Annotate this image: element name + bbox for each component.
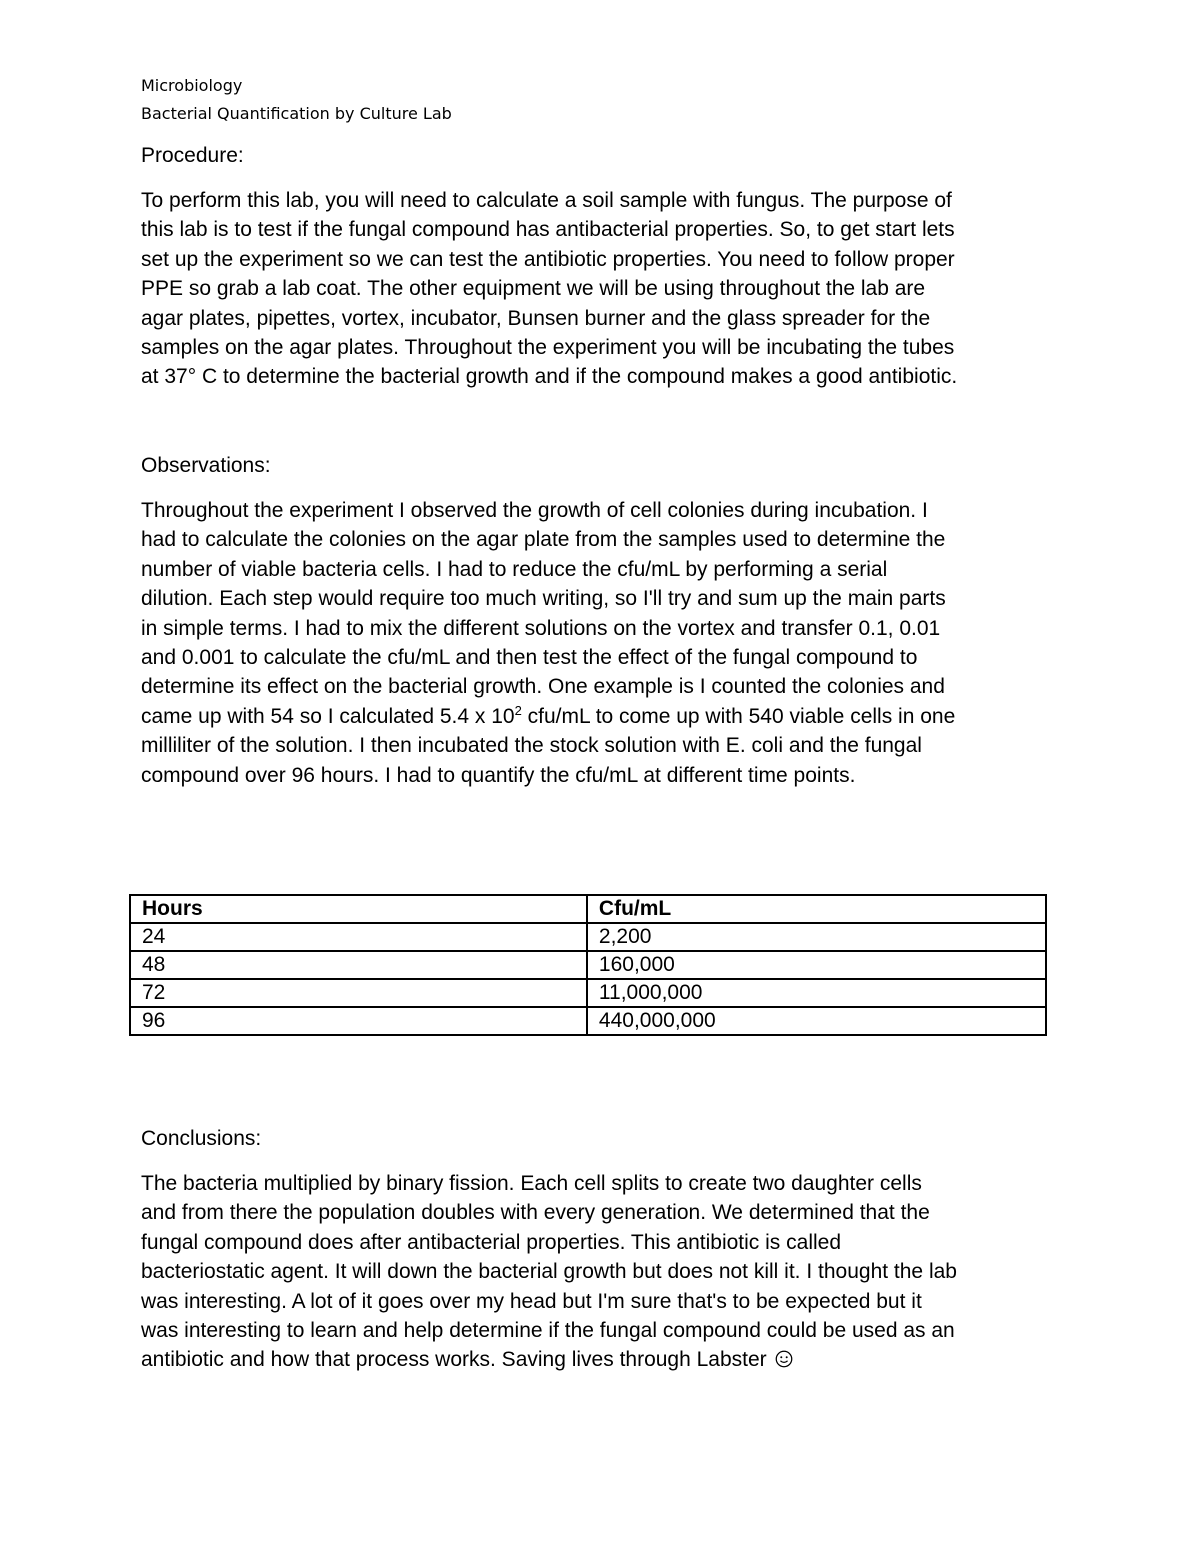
cell-hours: 48 [130, 951, 587, 979]
line-text-after-exponent: cfu/mL to come up with 540 viable cells in one [521, 704, 956, 728]
paragraph-line: To perform this lab, you will need to calculate a soil sample with fungus. The purpose of [141, 189, 952, 212]
cell-cfu: 440,000,000 [587, 1007, 1046, 1035]
conclusions-heading: Conclusions: [141, 1127, 262, 1150]
cell-hours: 72 [130, 979, 587, 1007]
paragraph-line: was interesting. A lot of it goes over my head but I'm sure that's to be expected but it [141, 1289, 922, 1313]
table-row [130, 923, 1046, 951]
paragraph-line: number of viable bacteria cells. I had to reduce the cfu/mL by performing a serial [141, 557, 888, 581]
paragraph-line: samples on the agar plates. Throughout the experiment you will be incubating the tubes [141, 336, 955, 360]
paragraph-line-with-exponent [141, 702, 955, 731]
cell-hours: 96 [130, 1007, 587, 1035]
table-row [130, 979, 1046, 1007]
exponent: 2 [514, 702, 522, 718]
paragraph-line: dilution. Each step would require too much writing, so I'll try and sum up the main parts [141, 587, 946, 611]
cfu-data-table [129, 894, 1047, 1036]
paragraph-line: bacteriostatic agent. It will down the bacterial growth but does not kill it. I thought the lab [141, 1260, 957, 1284]
paragraph-line: The bacteria multiplied by binary fission. Each cell splits to create two daughter cells [141, 1172, 922, 1195]
paragraph-line: compound over 96 hours. I had to quantify the cfu/mL at different time points. [141, 763, 856, 787]
last-line-text: antibiotic and how that process works. Saving lives through Labster [141, 1348, 767, 1372]
table-row [130, 1007, 1046, 1035]
procedure-paragraph [141, 186, 957, 392]
paragraph-line-with-emoji [141, 1345, 957, 1374]
column-header-cfu: Cfu/mL [587, 895, 1046, 923]
observations-heading: Observations: [141, 454, 271, 477]
paragraph-line: agar plates, pipettes, vortex, incubator, Bunsen burner and the glass spreader for the [141, 306, 931, 330]
paragraph-line: was interesting to learn and help determine if the fungal compound could be used as an [141, 1319, 955, 1343]
paragraph-line: in simple terms. I had to mix the different solutions on the vortex and transfer 0.1, 0.01 [141, 616, 941, 640]
observations-paragraph [141, 496, 955, 790]
procedure-heading: Procedure: [141, 144, 244, 167]
smiley-face-icon [775, 1350, 793, 1368]
line-text-before-exponent: came up with 54 so I calculated 5.4 x 10 [141, 704, 515, 728]
cell-hours: 24 [130, 923, 587, 951]
conclusions-paragraph [141, 1169, 957, 1375]
cell-cfu: 11,000,000 [587, 979, 1046, 1007]
paragraph-line: PPE so grab a lab coat. The other equipment we will be using throughout the lab are [141, 277, 926, 301]
paragraph-line: set up the experiment so we can test the antibiotic properties. You need to follow proper [141, 247, 955, 271]
paragraph-line: determine its effect on the bacterial growth. One example is I counted the colonies and [141, 675, 945, 699]
column-header-hours: Hours [130, 895, 587, 923]
paragraph-line: at 37° C to determine the bacterial growth and if the compound makes a good antibiotic. [141, 365, 958, 389]
paragraph-line: this lab is to test if the fungal compound has antibacterial properties. So, to get start lets [141, 218, 955, 242]
lab-title: Bacterial Quantification by Culture Lab [141, 104, 452, 123]
paragraph-line: and from there the population doubles with every generation. We determined that the [141, 1201, 930, 1225]
paragraph-line: milliliter of the solution. I then incubated the stock solution with E. coli and the fungal [141, 734, 922, 758]
cell-cfu: 2,200 [587, 923, 1046, 951]
paragraph-line: and 0.001 to calculate the cfu/mL and then test the effect of the fungal compound to [141, 646, 918, 670]
course-name: Microbiology [141, 76, 243, 95]
paragraph-line: fungal compound does after antibacterial properties. This antibiotic is called [141, 1230, 842, 1254]
paragraph-line: Throughout the experiment I observed the growth of cell colonies during incubation. I [141, 499, 928, 522]
paragraph-line: had to calculate the colonies on the agar plate from the samples used to determine the [141, 528, 946, 552]
table-row [130, 951, 1046, 979]
document-header [141, 72, 452, 128]
table-header-row [130, 895, 1046, 923]
cell-cfu: 160,000 [587, 951, 1046, 979]
